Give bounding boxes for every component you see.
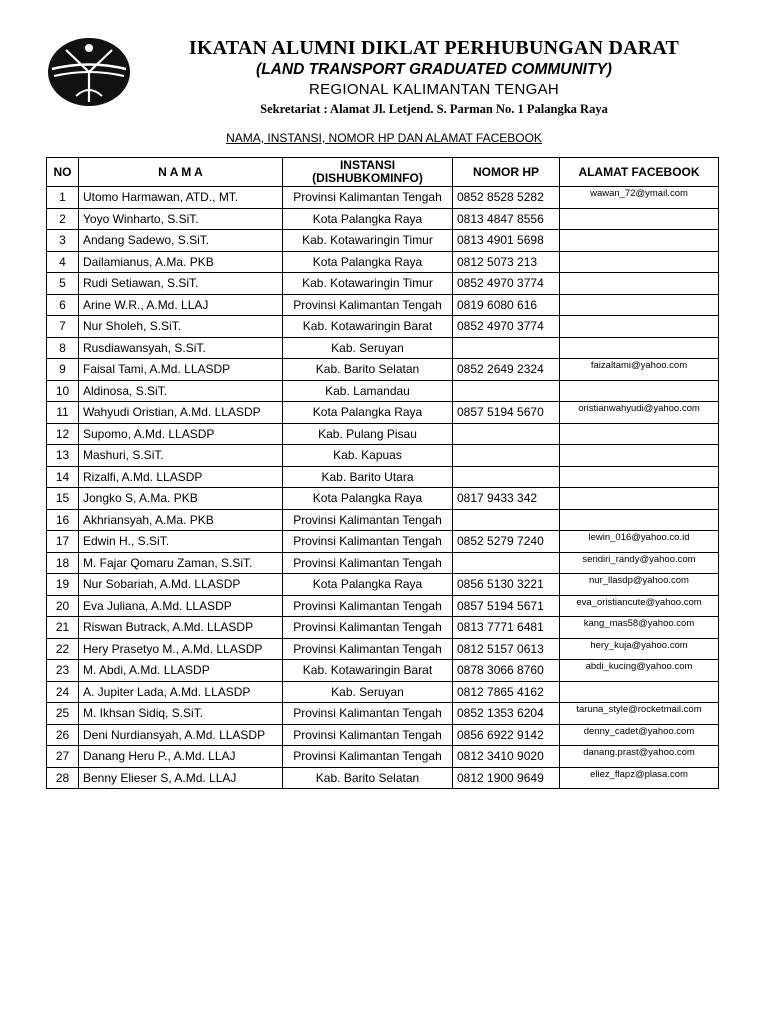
cell-fb: kang_mas58@yahoo.com — [560, 617, 719, 639]
cell-instansi: Kab. Barito Utara — [283, 466, 453, 488]
cell-fb — [560, 445, 719, 467]
cell-nama: Utomo Harmawan, ATD., MT. — [79, 187, 283, 209]
cell-instansi: Provinsi Kalimantan Tengah — [283, 531, 453, 553]
document-title-text: NAMA, INSTANSI, NOMOR HP DAN ALAMAT FACEBOOK — [226, 131, 542, 145]
cell-instansi: Kab. Kotawaringin Timur — [283, 230, 453, 252]
cell-no: 2 — [47, 208, 79, 230]
cell-hp — [453, 552, 560, 574]
table-row — [47, 316, 719, 338]
cell-nama: Supomo, A.Md. LLASDP — [79, 423, 283, 445]
cell-hp: 0813 4901 5698 — [453, 230, 560, 252]
cell-hp: 0857 5194 5670 — [453, 402, 560, 424]
table-row — [47, 660, 719, 682]
cell-fb: hery_kuja@yahoo.com — [560, 638, 719, 660]
org-address: Sekretariat : Alamat Jl. Letjend. S. Parman No. 1 Palangka Raya — [260, 102, 608, 116]
cell-hp: 0813 4847 8556 — [453, 208, 560, 230]
header-instansi-line1: INSTANSI — [339, 158, 396, 172]
cell-no: 9 — [47, 359, 79, 381]
cell-nama: Nur Sholeh, S.SiT. — [79, 316, 283, 338]
cell-no: 1 — [47, 187, 79, 209]
cell-fb — [560, 466, 719, 488]
header-instansi-line2: (DISHUBKOMINFO) — [312, 171, 423, 185]
header-hp: NOMOR HP — [453, 158, 560, 187]
cell-instansi: Kab. Lamandau — [283, 380, 453, 402]
cell-fb: oristianwahyudi@yahoo.com — [560, 402, 719, 424]
cell-no: 20 — [47, 595, 79, 617]
cell-no: 10 — [47, 380, 79, 402]
cell-fb: wawan_72@ymail.com — [560, 187, 719, 209]
cell-no: 25 — [47, 703, 79, 725]
cell-nama: M. Fajar Qomaru Zaman, S.SiT. — [79, 552, 283, 574]
cell-instansi: Provinsi Kalimantan Tengah — [283, 595, 453, 617]
cell-fb: sendiri_randy@yahoo.com — [560, 552, 719, 574]
org-region: REGIONAL KALIMANTAN TENGAH — [308, 81, 560, 98]
cell-instansi: Kab. Kotawaringin Barat — [283, 660, 453, 682]
cell-hp: 0812 5073 213 — [453, 251, 560, 273]
cell-hp: 0878 3066 8760 — [453, 660, 560, 682]
cell-nama: Jongko S, A.Ma. PKB — [79, 488, 283, 510]
cell-nama: Dailamianus, A.Ma. PKB — [79, 251, 283, 273]
cell-instansi: Provinsi Kalimantan Tengah — [283, 724, 453, 746]
cell-no: 7 — [47, 316, 79, 338]
table-row — [47, 445, 719, 467]
cell-no: 18 — [47, 552, 79, 574]
cell-instansi: Kab. Seruyan — [283, 337, 453, 359]
cell-fb — [560, 294, 719, 316]
cell-nama: Edwin H., S.SiT. — [79, 531, 283, 553]
cell-no: 12 — [47, 423, 79, 445]
cell-hp — [453, 509, 560, 531]
table-row — [47, 402, 719, 424]
cell-no: 15 — [47, 488, 79, 510]
table-row — [47, 552, 719, 574]
header-no: NO — [47, 158, 79, 187]
table-row — [47, 380, 719, 402]
cell-instansi: Provinsi Kalimantan Tengah — [283, 552, 453, 574]
cell-nama: Rusdiawansyah, S.SiT. — [79, 337, 283, 359]
cell-fb — [560, 251, 719, 273]
cell-nama: Riswan Butrack, A.Md. LLASDP — [79, 617, 283, 639]
cell-hp: 0813 7771 6481 — [453, 617, 560, 639]
cell-hp — [453, 445, 560, 467]
cell-instansi: Provinsi Kalimantan Tengah — [283, 294, 453, 316]
table-row — [47, 208, 719, 230]
cell-instansi: Kota Palangka Raya — [283, 402, 453, 424]
cell-instansi: Provinsi Kalimantan Tengah — [283, 509, 453, 531]
cell-fb: abdi_kucing@yahoo.com — [560, 660, 719, 682]
cell-nama: A. Jupiter Lada, A.Md. LLASDP — [79, 681, 283, 703]
cell-no: 23 — [47, 660, 79, 682]
cell-fb — [560, 380, 719, 402]
cell-nama: Yoyo Winharto, S.SiT. — [79, 208, 283, 230]
cell-no: 27 — [47, 746, 79, 768]
cell-nama: Deni Nurdiansyah, A.Md. LLASDP — [79, 724, 283, 746]
cell-instansi: Kota Palangka Raya — [283, 251, 453, 273]
organization-logo — [46, 36, 132, 108]
cell-fb: danang.prast@yahoo.com — [560, 746, 719, 768]
table-row — [47, 595, 719, 617]
table-row — [47, 251, 719, 273]
cell-nama: M. Abdi, A.Md. LLASDP — [79, 660, 283, 682]
header-nama: N A M A — [79, 158, 283, 187]
cell-no: 13 — [47, 445, 79, 467]
cell-no: 22 — [47, 638, 79, 660]
cell-hp: 0852 5279 7240 — [453, 531, 560, 553]
cell-nama: Rizalfi, A.Md. LLASDP — [79, 466, 283, 488]
cell-no: 21 — [47, 617, 79, 639]
cell-no: 4 — [47, 251, 79, 273]
cell-fb — [560, 681, 719, 703]
cell-fb — [560, 509, 719, 531]
cell-no: 26 — [47, 724, 79, 746]
cell-fb: eva_oristiancute@yahoo.com — [560, 595, 719, 617]
cell-nama: Nur Sobariah, A.Md. LLASDP — [79, 574, 283, 596]
cell-instansi: Provinsi Kalimantan Tengah — [283, 746, 453, 768]
table-row — [47, 767, 719, 789]
cell-no: 14 — [47, 466, 79, 488]
cell-instansi: Provinsi Kalimantan Tengah — [283, 187, 453, 209]
table-row — [47, 509, 719, 531]
member-table — [46, 157, 719, 789]
table-row — [47, 638, 719, 660]
cell-hp: 0812 3410 9020 — [453, 746, 560, 768]
table-row — [47, 488, 719, 510]
table-row — [47, 703, 719, 725]
cell-hp: 0852 2649 2324 — [453, 359, 560, 381]
cell-nama: Benny Elieser S, A.Md. LLAJ — [79, 767, 283, 789]
cell-no: 28 — [47, 767, 79, 789]
cell-no: 8 — [47, 337, 79, 359]
table-row — [47, 359, 719, 381]
document-title — [0, 131, 768, 145]
cell-instansi: Provinsi Kalimantan Tengah — [283, 638, 453, 660]
cell-nama: Eva Juliana, A.Md. LLASDP — [79, 595, 283, 617]
cell-hp: 0852 8528 5282 — [453, 187, 560, 209]
cell-hp: 0852 4970 3774 — [453, 273, 560, 295]
cell-fb: taruna_style@rocketmail.com — [560, 703, 719, 725]
cell-hp: 0817 9433 342 — [453, 488, 560, 510]
table-row — [47, 724, 719, 746]
org-title: IKATAN ALUMNI DIKLAT PERHUBUNGAN DARAT — [188, 37, 680, 59]
table-row — [47, 230, 719, 252]
cell-hp — [453, 337, 560, 359]
letterhead — [136, 36, 732, 118]
cell-instansi: Kota Palangka Raya — [283, 208, 453, 230]
cell-instansi: Kab. Barito Selatan — [283, 767, 453, 789]
cell-hp — [453, 423, 560, 445]
cell-hp: 0819 6080 616 — [453, 294, 560, 316]
cell-no: 6 — [47, 294, 79, 316]
cell-fb: nur_llasdp@yahoo.com — [560, 574, 719, 596]
table-row — [47, 746, 719, 768]
cell-nama: Aldinosa, S.SiT. — [79, 380, 283, 402]
table-row — [47, 273, 719, 295]
table-row — [47, 337, 719, 359]
table-row — [47, 574, 719, 596]
cell-hp: 0852 1353 6204 — [453, 703, 560, 725]
cell-fb: denny_cadet@yahoo.com — [560, 724, 719, 746]
cell-hp: 0857 5194 5671 — [453, 595, 560, 617]
cell-nama: Mashuri, S.SiT. — [79, 445, 283, 467]
table-row — [47, 423, 719, 445]
header-instansi — [283, 158, 453, 187]
cell-nama: Faisal Tami, A.Md. LLASDP — [79, 359, 283, 381]
table-row — [47, 294, 719, 316]
cell-no: 3 — [47, 230, 79, 252]
table-row — [47, 531, 719, 553]
cell-nama: Hery Prasetyo M., A.Md. LLASDP — [79, 638, 283, 660]
cell-hp: 0812 5157 0613 — [453, 638, 560, 660]
cell-hp: 0852 4970 3774 — [453, 316, 560, 338]
cell-hp: 0812 1900 9649 — [453, 767, 560, 789]
header-fb: ALAMAT FACEBOOK — [560, 158, 719, 187]
cell-fb — [560, 488, 719, 510]
org-subtitle: (LAND TRANSPORT GRADUATED COMMUNITY) — [256, 61, 612, 78]
table-row — [47, 681, 719, 703]
cell-hp — [453, 466, 560, 488]
table-row — [47, 617, 719, 639]
cell-hp: 0856 6922 9142 — [453, 724, 560, 746]
cell-no: 17 — [47, 531, 79, 553]
cell-fb: lewin_016@yahoo.co.id — [560, 531, 719, 553]
cell-instansi: Kab. Barito Selatan — [283, 359, 453, 381]
cell-no: 11 — [47, 402, 79, 424]
cell-no: 19 — [47, 574, 79, 596]
cell-fb: eliez_flapz@plasa.com — [560, 767, 719, 789]
cell-nama: Andang Sadewo, S.SiT. — [79, 230, 283, 252]
cell-fb — [560, 273, 719, 295]
cell-instansi: Kab. Seruyan — [283, 681, 453, 703]
cell-instansi: Kab. Kotawaringin Timur — [283, 273, 453, 295]
cell-nama: Arine W.R., A.Md. LLAJ — [79, 294, 283, 316]
cell-hp: 0812 7865 4162 — [453, 681, 560, 703]
cell-fb: faizaltami@yahoo.com — [560, 359, 719, 381]
cell-hp: 0856 5130 3221 — [453, 574, 560, 596]
cell-nama: Wahyudi Oristian, A.Md. LLASDP — [79, 402, 283, 424]
cell-hp — [453, 380, 560, 402]
cell-instansi: Kab. Pulang Pisau — [283, 423, 453, 445]
cell-no: 16 — [47, 509, 79, 531]
cell-instansi: Kab. Kotawaringin Barat — [283, 316, 453, 338]
table-row — [47, 187, 719, 209]
table-row — [47, 466, 719, 488]
cell-fb — [560, 337, 719, 359]
cell-instansi: Provinsi Kalimantan Tengah — [283, 703, 453, 725]
cell-nama: M. Ikhsan Sidiq, S.SiT. — [79, 703, 283, 725]
table-header-row — [47, 158, 719, 187]
cell-nama: Danang Heru P., A.Md. LLAJ — [79, 746, 283, 768]
cell-fb — [560, 423, 719, 445]
cell-fb — [560, 230, 719, 252]
cell-instansi: Kota Palangka Raya — [283, 574, 453, 596]
cell-nama: Akhriansyah, A.Ma. PKB — [79, 509, 283, 531]
cell-instansi: Provinsi Kalimantan Tengah — [283, 617, 453, 639]
cell-instansi: Kab. Kapuas — [283, 445, 453, 467]
cell-no: 24 — [47, 681, 79, 703]
cell-fb — [560, 208, 719, 230]
cell-fb — [560, 316, 719, 338]
cell-no: 5 — [47, 273, 79, 295]
cell-nama: Rudi Setiawan, S.SiT. — [79, 273, 283, 295]
cell-instansi: Kota Palangka Raya — [283, 488, 453, 510]
